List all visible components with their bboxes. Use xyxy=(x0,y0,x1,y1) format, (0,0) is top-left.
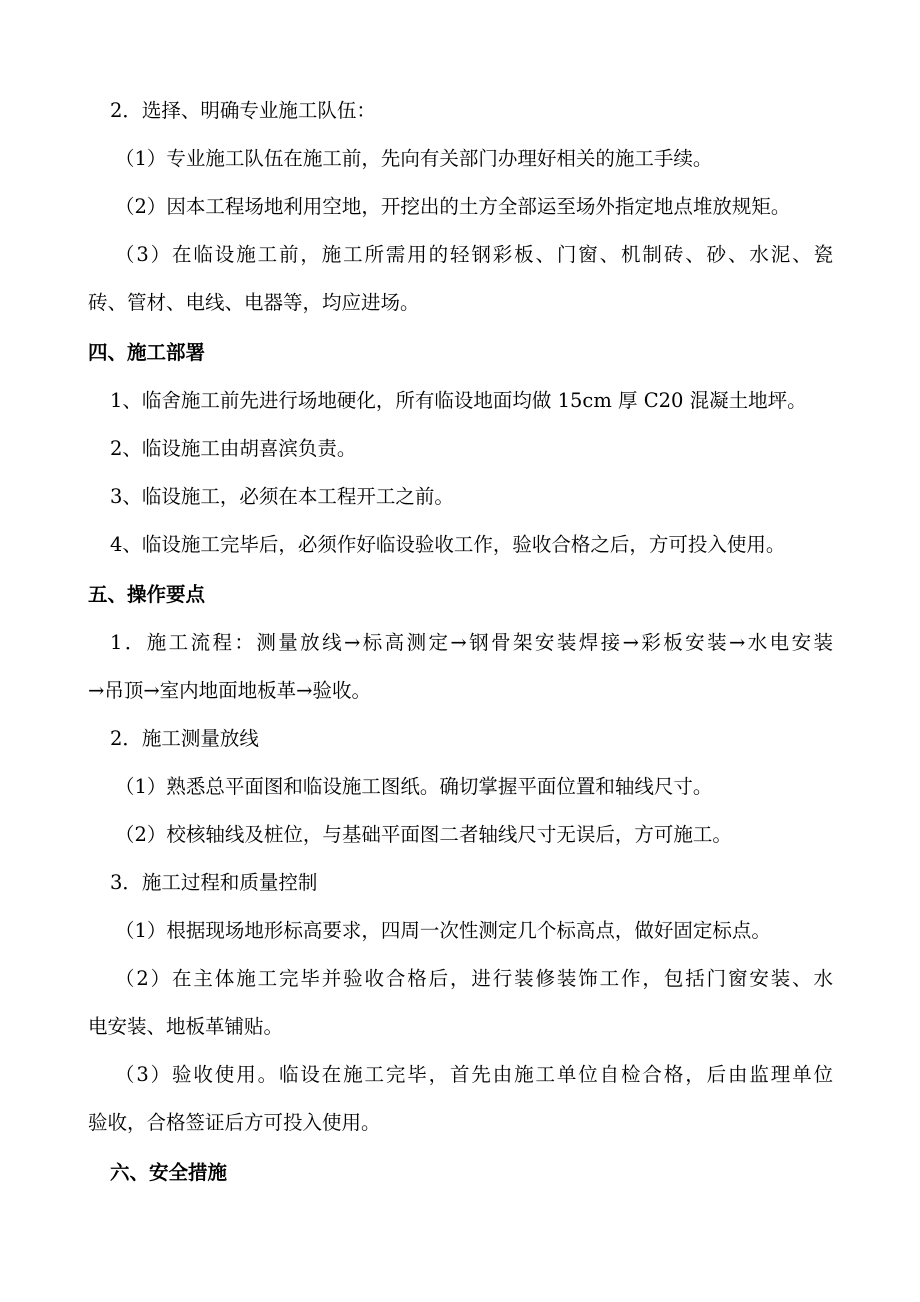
paragraph-line: →吊顶→室内地面地板革→验收。 xyxy=(88,679,372,702)
paragraph-line: （1）专业施工队伍在施工前，先向有关部门办理好相关的施工手续。 xyxy=(115,147,713,170)
paragraph-line: （2）因本工程场地利用空地，开挖出的土方全部运至场外指定地点堆放规矩。 xyxy=(115,195,791,218)
paragraph-line: 1．施工流程：测量放线→标高测定→钢骨架安装焊接→彩板安装→水电安装 xyxy=(110,631,833,654)
paragraph-line: 电安装、地板革铺贴。 xyxy=(88,1015,284,1038)
section-heading: 四、施工部署 xyxy=(88,341,206,364)
paragraph-line: （3）验收使用。临设在施工完毕，首先由施工单位自检合格，后由监理单位 xyxy=(115,1063,833,1086)
paragraph-line: （2）校核轴线及桩位，与基础平面图二者轴线尺寸无误后，方可施工。 xyxy=(115,823,732,846)
paragraph-line: 4、临设施工完毕后，必须作好临设验收工作，验收合格之后，方可投入使用。 xyxy=(110,533,786,556)
subsection-heading: 2．施工测量放线 xyxy=(110,727,259,750)
paragraph-line: （1）熟悉总平面图和临设施工图纸。确切掌握平面位置和轴线尺寸。 xyxy=(115,775,713,798)
paragraph-line: 2、临设施工由胡喜滨负责。 xyxy=(110,437,357,460)
paragraph-line: （2）在主体施工完毕并验收合格后，进行装修装饰工作，包括门窗安装、水 xyxy=(115,967,833,990)
paragraph-line: 2．选择、明确专业施工队伍： xyxy=(110,99,376,122)
paragraph-line: 1、临舍施工前先进行场地硬化，所有临设地面均做 15cm 厚 C20 混凝土地坪。 xyxy=(110,389,807,412)
section-heading: 六、安全措施 xyxy=(110,1161,228,1184)
paragraph-line: 砖、管材、电线、电器等，均应进场。 xyxy=(88,291,420,314)
paragraph-line: 验收，合格签证后方可投入使用。 xyxy=(88,1111,381,1134)
paragraph-line: （3）在临设施工前，施工所需用的轻钢彩板、门窗、机制砖、砂、水泥、瓷 xyxy=(115,243,833,266)
paragraph-line: 3、临设施工，必须在本工程开工之前。 xyxy=(110,485,454,508)
section-heading: 五、操作要点 xyxy=(88,583,206,606)
paragraph-line: （1）根据现场地形标高要求，四周一次性测定几个标高点，做好固定标点。 xyxy=(115,919,771,942)
subsection-heading: 3．施工过程和质量控制 xyxy=(110,871,318,894)
